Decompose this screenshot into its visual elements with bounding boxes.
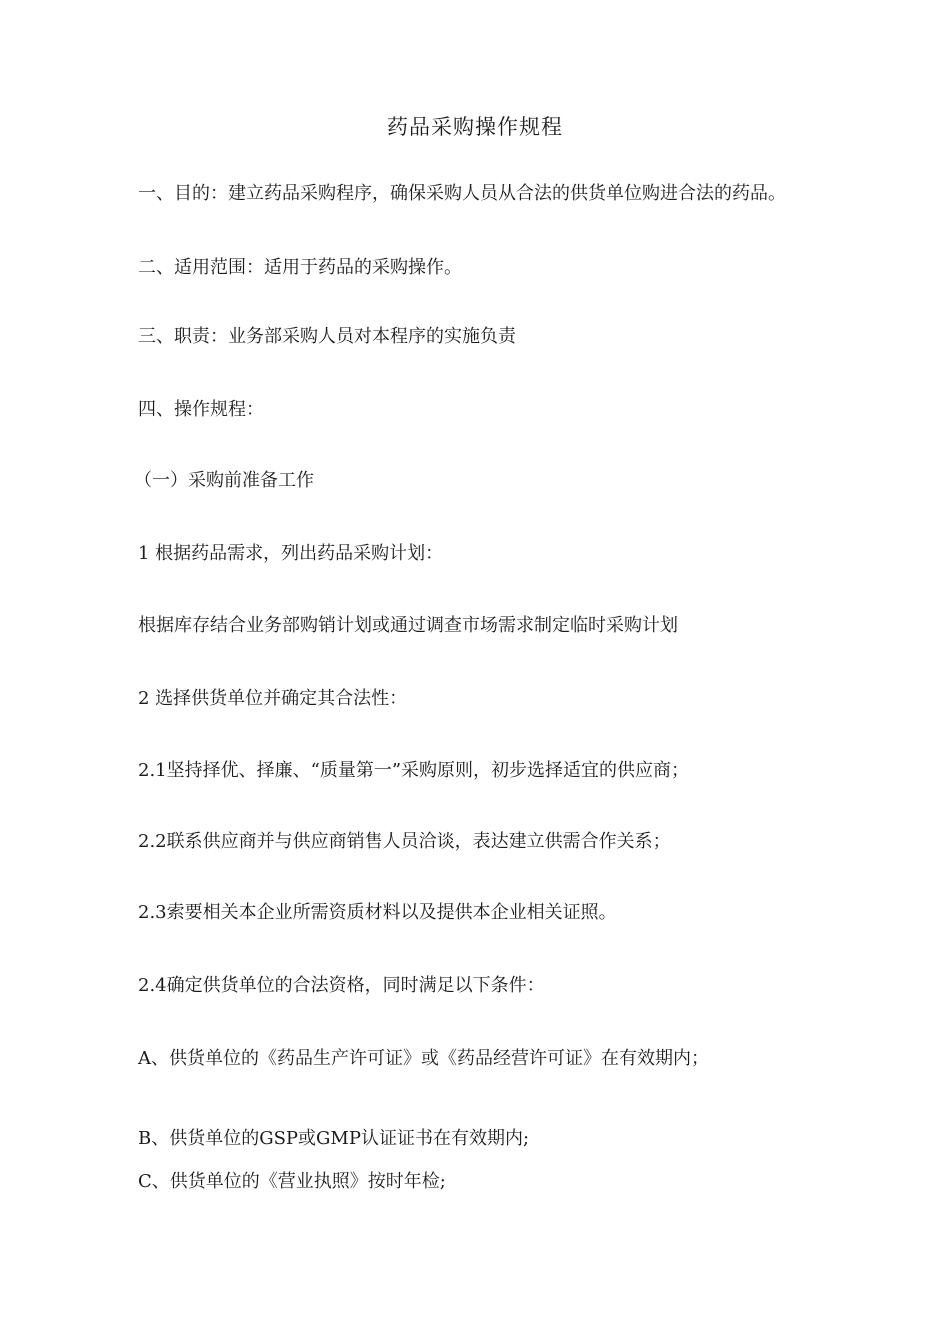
paragraph-item-1-detail: 根据库存结合业务部购销计划或通过调查市场需求制定临时采购计划 [138,615,678,636]
document-title: 药品采购操作规程 [387,115,563,139]
paragraph-item-2-3: 2.3索要相关本企业所需资质材料以及提供本企业相关证照。 [138,902,617,923]
paragraph-purpose: 一、目的：建立药品采购程序，确保采购人员从合法的供货单位购进合法的药品。 [138,183,786,204]
paragraph-responsibility: 三、职责：业务部采购人员对本程序的实施负责 [138,326,516,347]
paragraph-scope: 二、适用范围：适用于药品的采购操作。 [138,257,462,278]
paragraph-item-2-1: 2.1坚持择优、择廉、“质量第一”采购原则，初步选择适宜的供应商； [138,760,690,781]
paragraph-item-2: 2 选择供货单位并确定其合法性： [138,688,408,709]
paragraph-procedure-heading: 四、操作规程： [138,399,264,420]
paragraph-condition-a: A、供货单位的《药品生产许可证》或《药品经营许可证》在有效期内； [138,1048,709,1069]
paragraph-condition-c: C、供货单位的《营业执照》按时年检; [138,1171,446,1192]
paragraph-item-1: 1 根据药品需求，列出药品采购计划： [138,543,444,564]
paragraph-item-2-4: 2.4确定供货单位的合法资格，同时满足以下条件： [138,975,545,996]
paragraph-condition-b: B、供货单位的GSP或GMP认证证书在有效期内; [138,1128,530,1149]
paragraph-subsection-heading: （一）采购前准备工作 [134,470,314,491]
paragraph-item-2-2: 2.2联系供应商并与供应商销售人员洽谈，表达建立供需合作关系； [138,831,671,852]
